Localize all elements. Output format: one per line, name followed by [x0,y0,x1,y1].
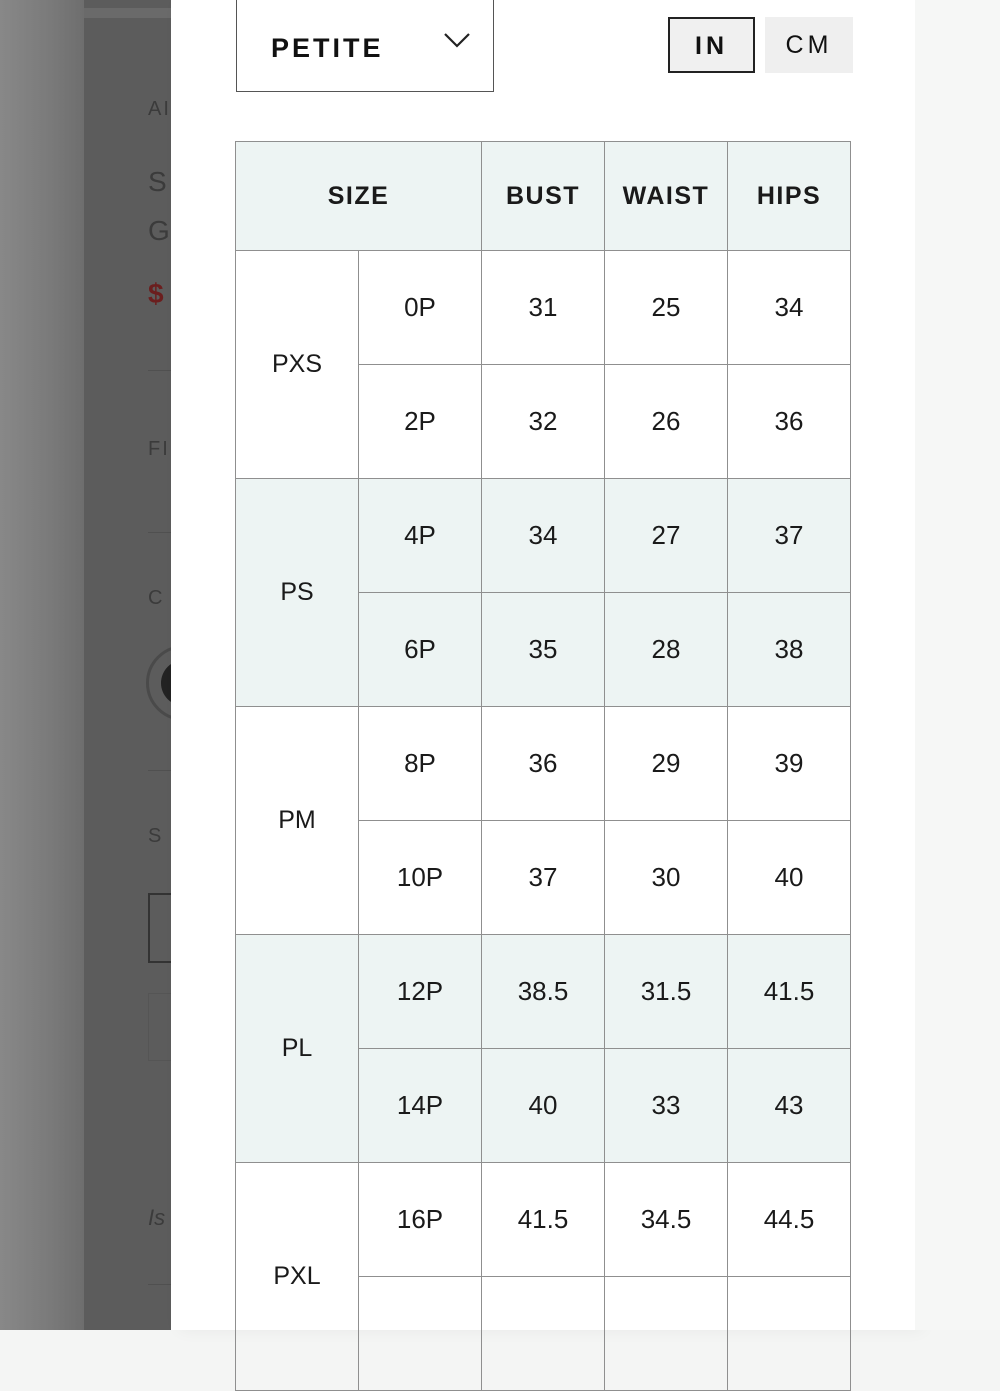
size-group-label: PXS [236,251,359,479]
waist-cell [605,1277,728,1391]
bust-cell: 41.5 [482,1163,605,1277]
waist-cell: 28 [605,593,728,707]
background-divider [148,770,172,771]
background-divider [148,370,172,371]
background-divider [148,1284,172,1285]
waist-column-header: WAIST [605,142,728,251]
waist-cell: 26 [605,365,728,479]
hips-cell: 44.5 [728,1163,851,1277]
size-cell: 16P [359,1163,482,1277]
background-text: G [148,215,170,246]
background-text: S [148,166,167,197]
page-overlay-left [0,0,84,1330]
size-cell: 0P [359,251,482,365]
waist-cell: 30 [605,821,728,935]
table-row [236,935,851,1049]
size-group-label: PM [236,707,359,935]
table-row [236,251,851,365]
background-text: C [148,587,165,609]
waist-cell: 31.5 [605,935,728,1049]
background-text: Is [148,1205,166,1230]
table-row [236,1163,851,1277]
size-cell [359,1277,482,1391]
waist-cell: 25 [605,251,728,365]
size-group-label: PXL [236,1163,359,1391]
size-group-label: PS [236,479,359,707]
hips-cell: 39 [728,707,851,821]
hips-column-header: HIPS [728,142,851,251]
size-cell: 12P [359,935,482,1049]
size-cell: 8P [359,707,482,821]
table-row [236,479,851,593]
bust-cell: 32 [482,365,605,479]
unit-cm-button[interactable]: CM [765,17,853,73]
size-cell: 6P [359,593,482,707]
bust-cell: 38.5 [482,935,605,1049]
fit-type-value: PETITE [271,33,384,63]
size-cell: 4P [359,479,482,593]
fit-type-dropdown[interactable] [236,0,494,92]
background-size-box [148,893,172,963]
background-price: $ [148,278,164,309]
background-divider [148,532,172,533]
waist-cell: 34.5 [605,1163,728,1277]
background-header-bar [84,8,172,18]
waist-cell: 27 [605,479,728,593]
size-cell: 10P [359,821,482,935]
bust-cell: 35 [482,593,605,707]
bust-cell: 40 [482,1049,605,1163]
hips-cell: 37 [728,479,851,593]
background-text: FI [148,438,170,460]
size-guide-panel [171,0,915,1330]
bust-cell: 37 [482,821,605,935]
size-group-label: PL [236,935,359,1163]
waist-cell: 29 [605,707,728,821]
chevron-down-icon [443,31,471,49]
hips-cell: 40 [728,821,851,935]
background-product-page [84,0,172,1330]
size-chart-header-row [236,142,851,251]
size-chart-table [235,141,851,1391]
page-overlay-right [915,0,1000,1330]
size-column-header: SIZE [236,142,482,251]
hips-cell: 43 [728,1049,851,1163]
table-row [236,707,851,821]
background-text: S [148,825,164,847]
background-text: AI [148,98,171,120]
hips-cell: 34 [728,251,851,365]
bust-cell [482,1277,605,1391]
bust-cell: 36 [482,707,605,821]
size-cell: 2P [359,365,482,479]
background-size-box [148,993,172,1061]
bust-column-header: BUST [482,142,605,251]
waist-cell: 33 [605,1049,728,1163]
hips-cell: 38 [728,593,851,707]
bust-cell: 31 [482,251,605,365]
size-cell: 14P [359,1049,482,1163]
bust-cell: 34 [482,479,605,593]
hips-cell [728,1277,851,1391]
background-color-swatch [146,645,172,721]
hips-cell: 41.5 [728,935,851,1049]
unit-in-button[interactable]: IN [668,17,755,73]
hips-cell: 36 [728,365,851,479]
